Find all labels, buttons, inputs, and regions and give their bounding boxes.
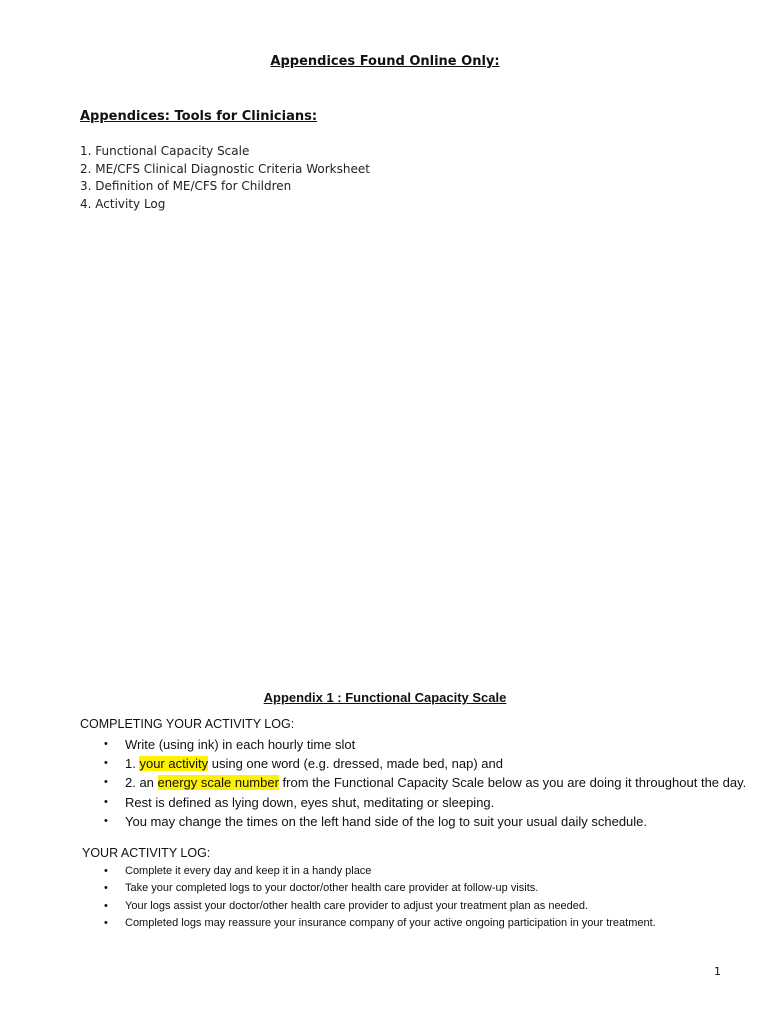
list-item-text-prefix: 1. — [125, 756, 140, 772]
tools-list-item: 2. ME/CFS Clinical Diagnostic Criteria Worksheet — [80, 161, 370, 176]
list-item-text: You may change the times on the left hand side of the log to suit your usual daily schedule. — [125, 813, 648, 829]
tools-list-item: 1. Functional Capacity Scale — [80, 144, 250, 158]
list-item-text-suffix: from the Functional Capacity Scale below as you are doing it throughout the day. — [278, 775, 747, 791]
bullet-icon: • — [104, 757, 108, 770]
bullet-icon: • — [104, 814, 108, 827]
page-number: 1 — [714, 965, 721, 978]
bullet-icon: • — [104, 899, 108, 912]
completing-log-heading: COMPLETING YOUR ACTIVITY LOG: — [80, 717, 295, 731]
list-item-text: Completed logs may reassure your insurance company of your active ongoing participation in your treatment. — [125, 917, 656, 930]
list-item-text: Complete it every day and keep it in a handy place — [125, 865, 372, 877]
list-item-text: Your logs assist your doctor/other health care provider to adjust your treatment plan as needed. — [125, 899, 589, 912]
tools-heading: Appendices: Tools for Clinicians: — [80, 109, 318, 124]
tools-list — [80, 143, 370, 213]
tools-list-item: 3. Definition of ME/CFS for Children — [80, 179, 292, 193]
list-item — [104, 735, 746, 754]
completing-log-list — [104, 735, 747, 831]
list-item-text-suffix: using one word (e.g. dressed, made bed, nap) and — [208, 756, 503, 772]
highlighted-text: your activity — [139, 756, 209, 772]
bullet-icon: • — [104, 882, 108, 895]
list-item — [104, 880, 656, 897]
tools-list-item: 4. Activity Log — [80, 196, 166, 211]
bullet-icon: • — [104, 917, 108, 930]
bullet-icon: • — [104, 738, 108, 750]
list-item — [104, 793, 746, 812]
list-item — [104, 754, 746, 773]
list-item-text: Take your completed logs to your doctor/other health care provider at follow-up visits. — [125, 882, 539, 895]
list-item — [104, 863, 656, 880]
list-item — [104, 812, 746, 831]
appendix-title: Appendix 1 : Functional Capacity Scale — [263, 690, 507, 705]
list-item-text-prefix: 2. an — [125, 775, 158, 791]
bullet-icon: • — [104, 776, 108, 789]
list-item — [104, 915, 656, 932]
your-log-list — [104, 863, 656, 933]
bullet-icon: • — [104, 795, 108, 808]
list-item — [104, 898, 656, 915]
your-log-heading: YOUR ACTIVITY LOG: — [82, 846, 211, 860]
list-item-text: Write (using ink) in each hourly time slot — [125, 737, 356, 752]
bullet-icon: • — [104, 865, 108, 877]
highlighted-text: energy scale number — [157, 775, 279, 791]
list-item — [104, 773, 747, 792]
list-item-text: Rest is defined as lying down, eyes shut, meditating or sleeping. — [125, 794, 495, 810]
page-title: Appendices Found Online Only: — [270, 54, 500, 69]
